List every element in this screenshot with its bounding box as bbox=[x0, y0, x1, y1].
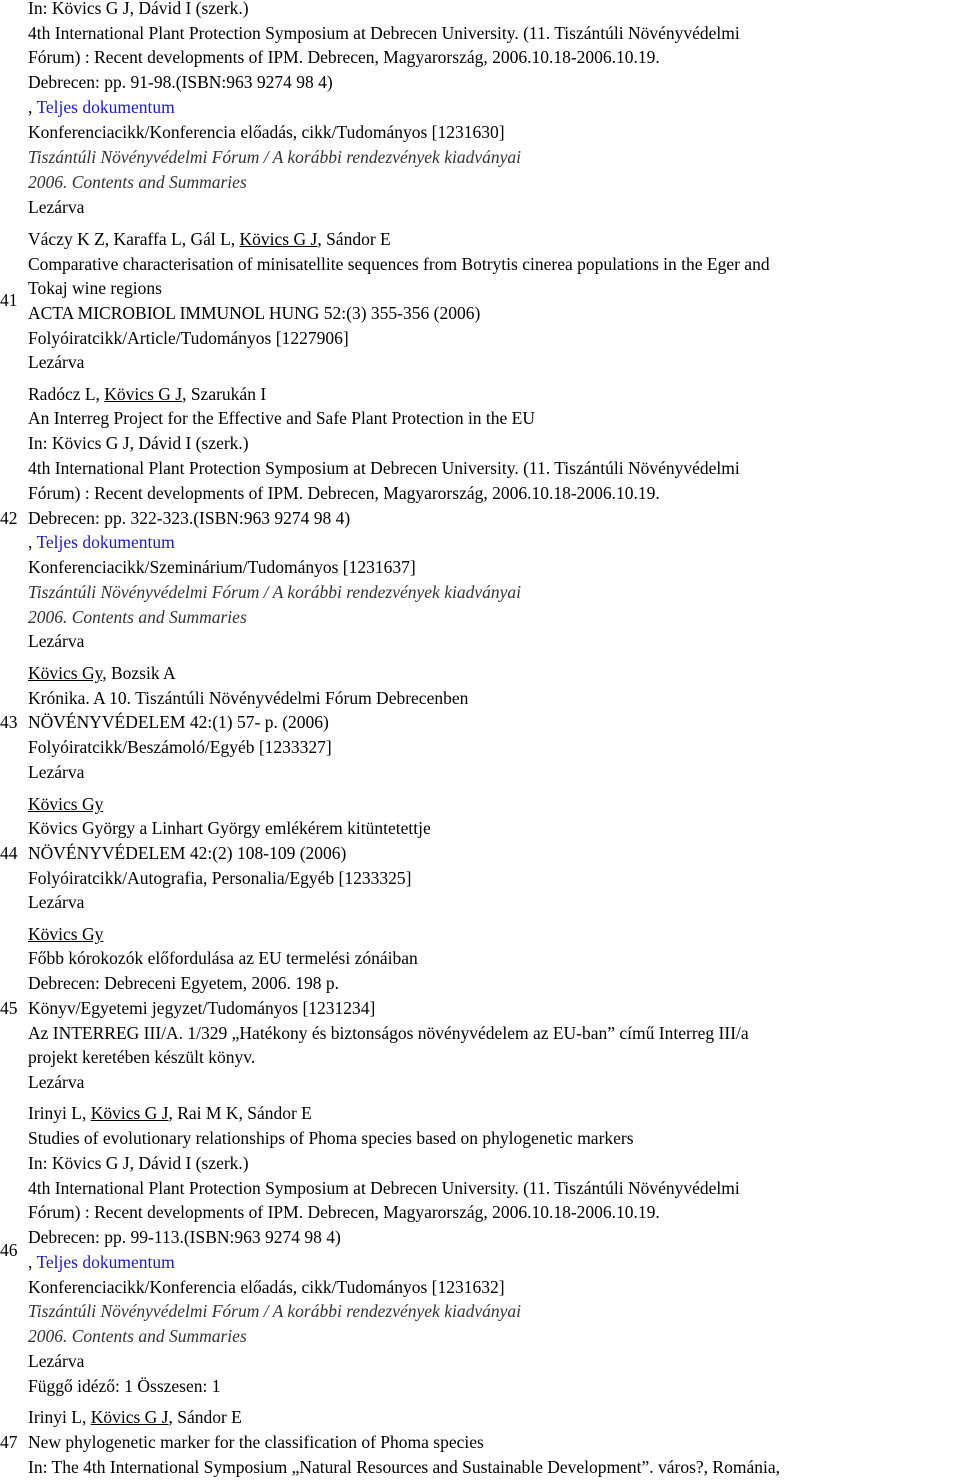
text-line: 4th International Plant Protection Symposium at Debrecen University. (11. Tiszántúli Növényvédelmi bbox=[28, 23, 740, 43]
text-line: Comparative characterisation of minisatellite sequences from Botrytis cinerea populations in the Eger and bbox=[28, 254, 770, 274]
author-link[interactable]: Kövics G J bbox=[90, 1407, 169, 1427]
text-line: In: Kövics G J, Dávid I (szerk.) bbox=[28, 433, 249, 453]
authors-line: Irinyi L, Kövics G J, Sándor E bbox=[28, 1407, 242, 1427]
authors-line bbox=[28, 922, 103, 946]
status-text: Lezárva bbox=[28, 197, 85, 217]
series-line: 2006. Contents and Summaries bbox=[28, 1326, 247, 1346]
entry-number: 42 bbox=[0, 508, 18, 528]
status-text: Lezárva bbox=[28, 1351, 85, 1371]
author-link[interactable]: Kövics Gy bbox=[28, 663, 103, 683]
text-line: Tokaj wine regions bbox=[28, 278, 162, 298]
authors-line: Kövics Gy, Bozsik A bbox=[28, 663, 176, 683]
entry-number: 44 bbox=[0, 843, 18, 863]
text-line: projekt keretében készült könyv. bbox=[28, 1047, 256, 1067]
full-document-line: , Teljes dokumentum bbox=[28, 532, 175, 552]
status-text: Lezárva bbox=[28, 631, 85, 651]
full-document-link[interactable]: Teljes dokumentum bbox=[36, 532, 175, 552]
text-line: Fórum) : Recent developments of IPM. Debrecen, Magyarország, 2006.10.18-2006.10.19. bbox=[28, 1202, 660, 1222]
text-line: Folyóiratcikk/Autografia, Personalia/Egyéb [1233325] bbox=[28, 868, 412, 888]
status-text: Lezárva bbox=[28, 762, 85, 782]
text-line: Konferenciacikk/Konferencia előadás, cikk/Tudományos [1231630] bbox=[28, 122, 505, 142]
text-line: NÖVÉNYVÉDELEM 42:(1) 57- p. (2006) bbox=[28, 712, 329, 732]
entry-number: 45 bbox=[0, 998, 18, 1018]
author-link[interactable]: Kövics G J bbox=[104, 384, 183, 404]
entry-number: 47 bbox=[0, 1432, 18, 1452]
text-line: Fórum) : Recent developments of IPM. Debrecen, Magyarország, 2006.10.18-2006.10.19. bbox=[28, 483, 660, 503]
entry-number: 43 bbox=[0, 712, 18, 732]
text-line: Főbb kórokozók előfordulása az EU termelési zónáiban bbox=[28, 948, 418, 968]
status-text: Lezárva bbox=[28, 352, 85, 372]
full-document-line: , Teljes dokumentum bbox=[28, 1252, 175, 1272]
full-document-link[interactable]: Teljes dokumentum bbox=[36, 97, 175, 117]
author-link[interactable]: Kövics Gy bbox=[28, 924, 104, 944]
status-text: Lezárva bbox=[28, 892, 85, 912]
text-line: 4th International Plant Protection Symposium at Debrecen University. (11. Tiszántúli Növényvédelmi bbox=[28, 458, 740, 478]
text-line: Konferenciacikk/Konferencia előadás, cikk/Tudományos [1231632] bbox=[28, 1277, 505, 1297]
text-line: Az INTERREG III/A. 1/329 „Hatékony és biztonságos növényvédelem az EU-ban” című Interreg III/a bbox=[28, 1023, 749, 1043]
entry-number: 41 bbox=[0, 290, 18, 310]
text-line: Debrecen: pp. 322-323.(ISBN:963 9274 98 4) bbox=[28, 508, 351, 528]
authors-line: Radócz L, Kövics G J, Szarukán I bbox=[28, 384, 267, 404]
author-link[interactable]: Kövics Gy bbox=[28, 794, 104, 814]
series-line: Tiszántúli Növényvédelmi Fórum / A korábbi rendezvények kiadványai bbox=[28, 582, 521, 602]
text-line: Kövics György a Linhart György emlékérem kitüntetettje bbox=[28, 818, 431, 838]
text-line: Folyóiratcikk/Article/Tudományos [1227906] bbox=[28, 328, 349, 348]
series-line: 2006. Contents and Summaries bbox=[28, 172, 247, 192]
text-line: 4th International Plant Protection Symposium at Debrecen University. (11. Tiszántúli Növényvédelmi bbox=[28, 1178, 740, 1198]
full-document-line: , Teljes dokumentum bbox=[28, 97, 175, 117]
authors-line bbox=[28, 792, 103, 816]
series-line: 2006. Contents and Summaries bbox=[28, 607, 247, 627]
text-line: Könyv/Egyetemi jegyzet/Tudományos [1231234] bbox=[28, 998, 376, 1018]
text-line: Fórum) : Recent developments of IPM. Debrecen, Magyarország, 2006.10.18-2006.10.19. bbox=[28, 47, 660, 67]
series-line: Tiszántúli Növényvédelmi Fórum / A korábbi rendezvények kiadványai bbox=[28, 147, 521, 167]
text-line: NÖVÉNYVÉDELEM 42:(2) 108-109 (2006) bbox=[28, 843, 347, 863]
text-line: Debrecen: pp. 91-98.(ISBN:963 9274 98 4) bbox=[28, 72, 333, 92]
text-line: In: The 4th International Symposium „Natural Resources and Sustainable Development”. város?, Románia, bbox=[28, 1457, 780, 1477]
authors-line: Váczy K Z, Karaffa L, Gál L, Kövics G J, Sándor E bbox=[28, 229, 391, 249]
entry-number: 46 bbox=[0, 1240, 18, 1260]
text-line: Konferenciacikk/Szeminárium/Tudományos [1231637] bbox=[28, 557, 416, 577]
status-text: Lezárva bbox=[28, 1072, 85, 1092]
text-line: An Interreg Project for the Effective and Safe Plant Protection in the EU bbox=[28, 408, 536, 428]
full-document-link[interactable]: Teljes dokumentum bbox=[36, 1252, 175, 1272]
text-line: Debrecen: pp. 99-113.(ISBN:963 9274 98 4) bbox=[28, 1227, 341, 1247]
text-line: In: Kövics G J, Dávid I (szerk.) bbox=[28, 0, 249, 18]
author-link[interactable]: Kövics G J bbox=[90, 1103, 169, 1123]
text-line: New phylogenetic marker for the classification of Phoma species bbox=[28, 1432, 484, 1452]
text-line: Krónika. A 10. Tiszántúli Növényvédelmi Fórum Debrecenben bbox=[28, 688, 469, 708]
authors-line: Irinyi L, Kövics G J, Rai M K, Sándor E bbox=[28, 1103, 312, 1123]
text-line: Folyóiratcikk/Beszámoló/Egyéb [1233327] bbox=[28, 737, 332, 757]
text-line: Debrecen: Debreceni Egyetem, 2006. 198 p. bbox=[28, 973, 339, 993]
series-line: Tiszántúli Növényvédelmi Fórum / A korábbi rendezvények kiadványai bbox=[28, 1301, 521, 1321]
citation-count: Függő idéző: 1 Összesen: 1 bbox=[28, 1376, 221, 1396]
text-line: Studies of evolutionary relationships of Phoma species based on phylogenetic markers bbox=[28, 1128, 634, 1148]
text-line: ACTA MICROBIOL IMMUNOL HUNG 52:(3) 355-356 (2006) bbox=[28, 303, 481, 323]
author-link[interactable]: Kövics G J bbox=[239, 229, 318, 249]
text-line: In: Kövics G J, Dávid I (szerk.) bbox=[28, 1153, 249, 1173]
